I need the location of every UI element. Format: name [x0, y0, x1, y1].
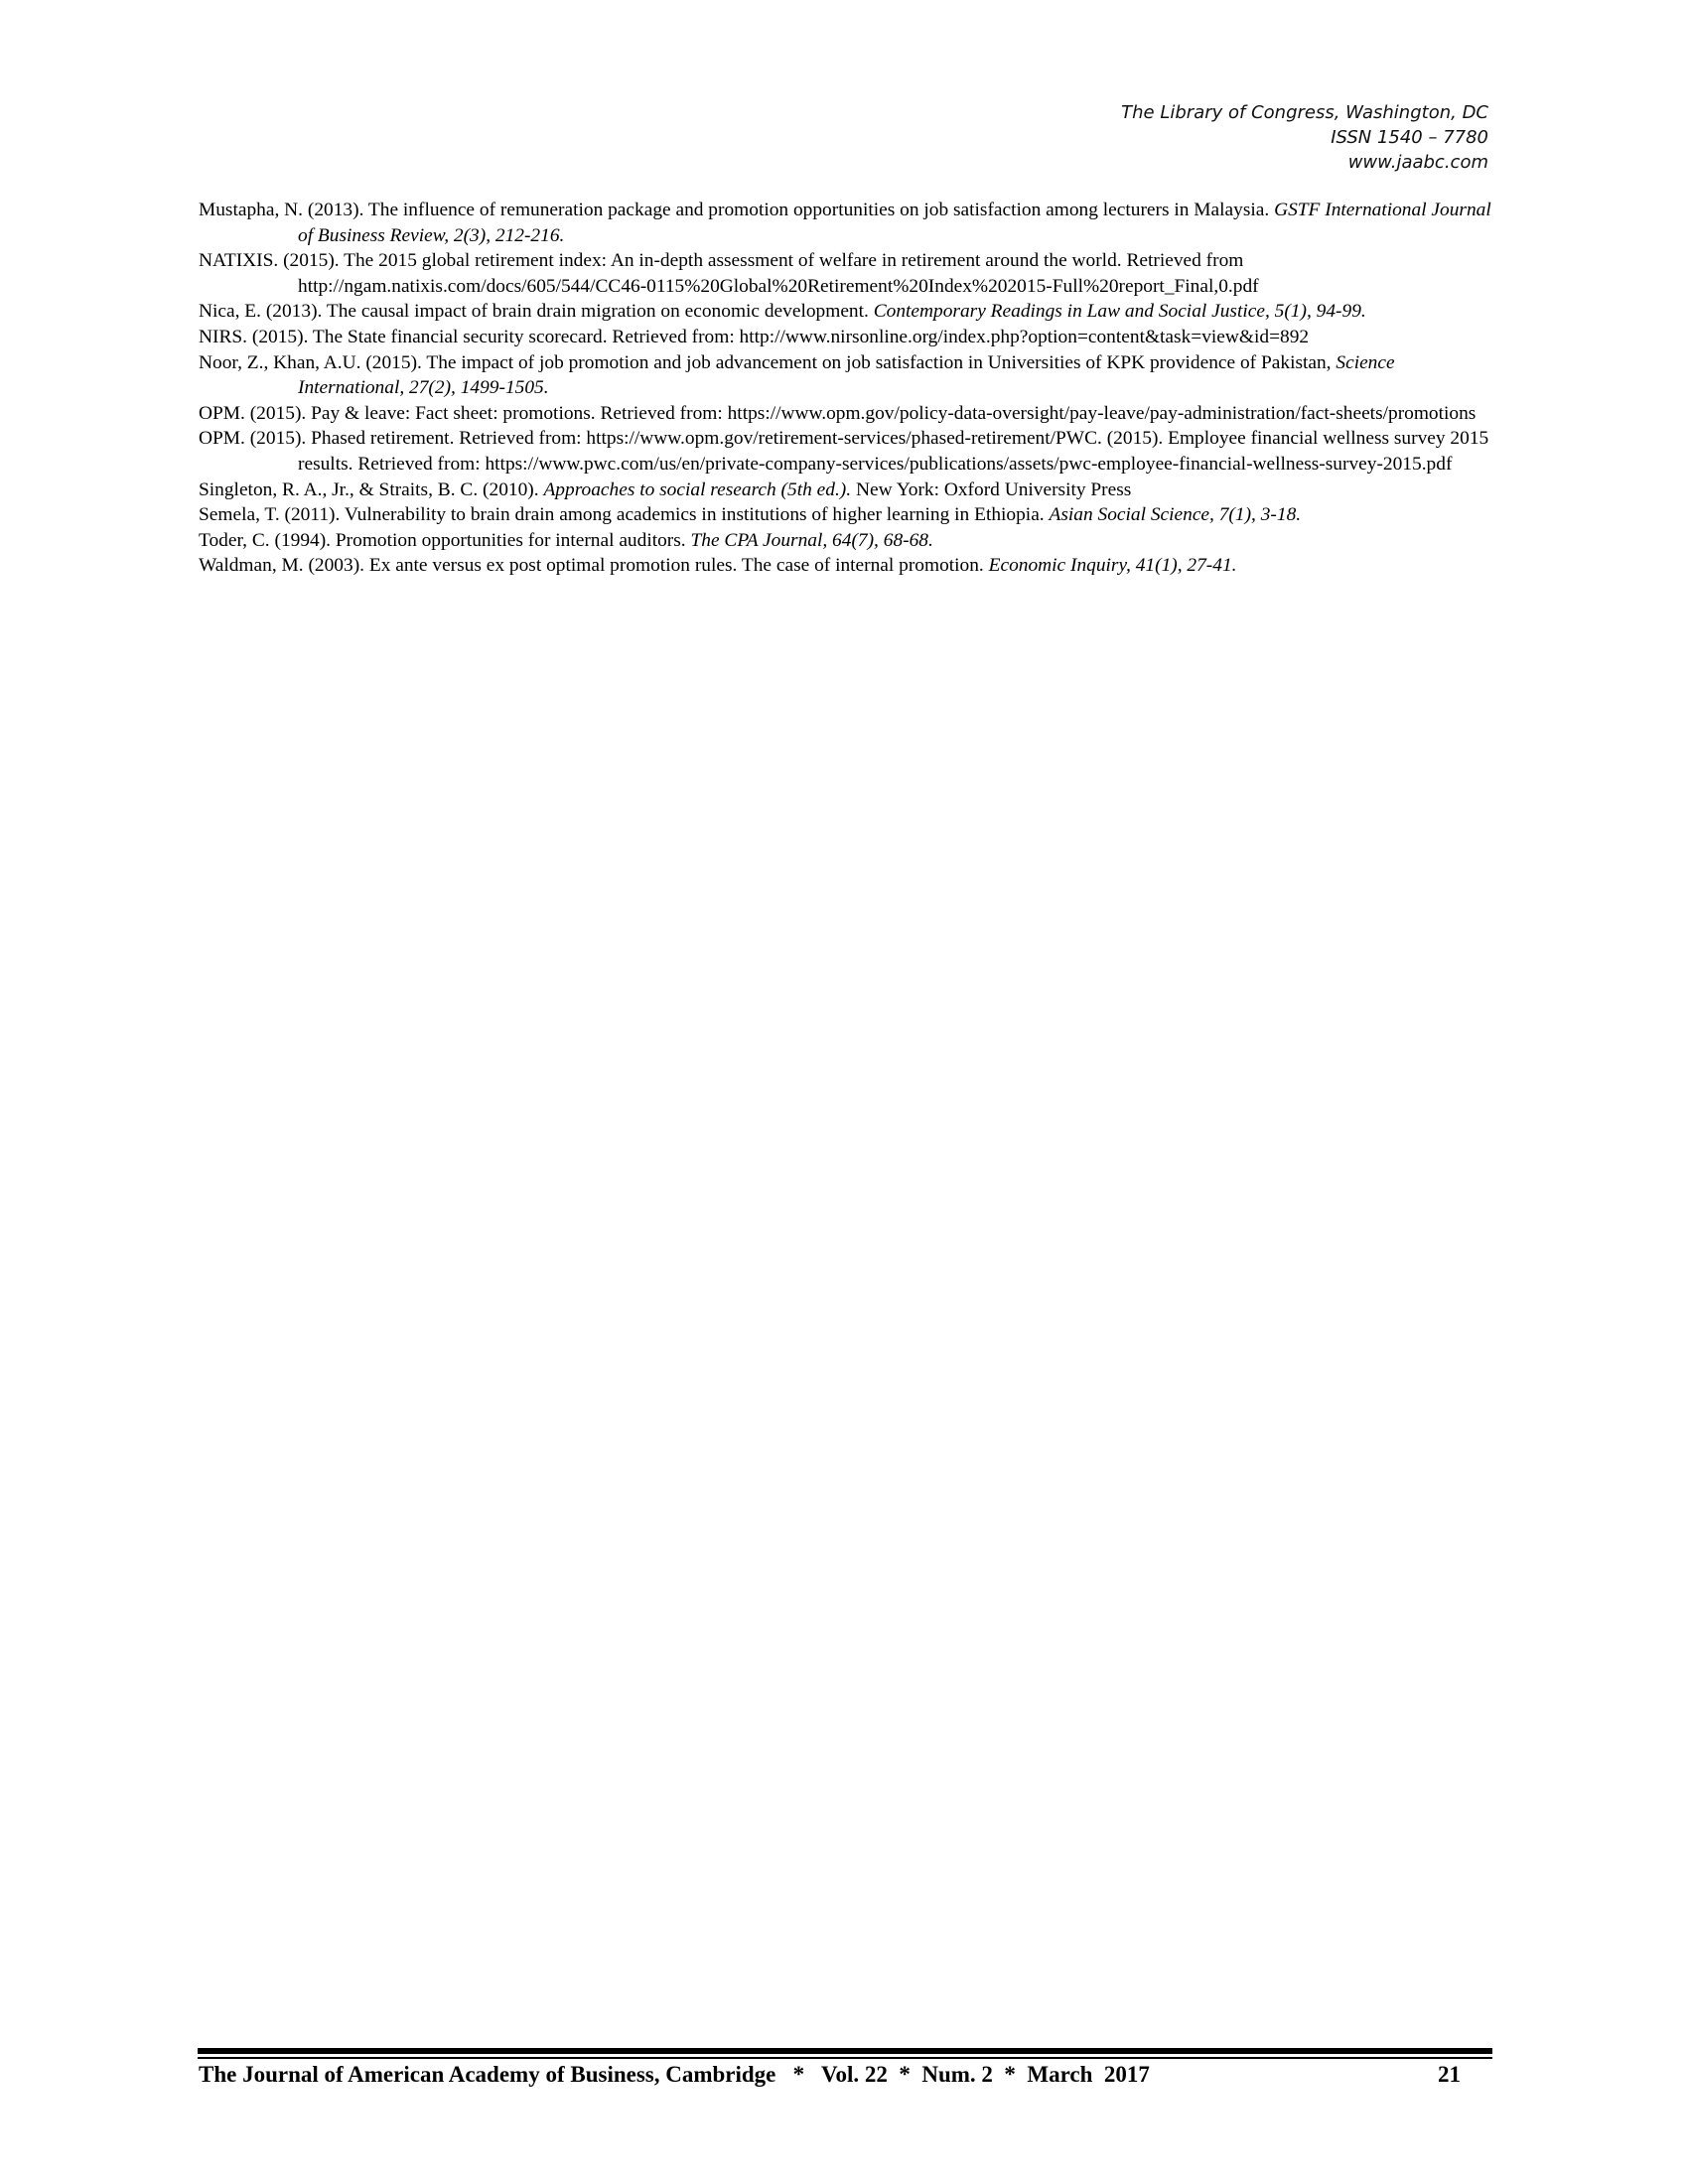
reference-text: OPM. (2015). Phased retirement. Retrieved from: https://www.opm.gov/retirement-services/phased-retirement/PWC. (2015). Employee financial wellness survey 2015 results. Retrieved from: https://www.pwc.com/us/en/private-company-services/publications/assets/pwc-employee-financial-wellness-survey-2015.pdf	[199, 428, 1489, 475]
reference-text: Noor, Z., Khan, A.U. (2015). The impact of job promotion and job advancement on job satisfaction in Universities of KPK providence of Pakistan,	[199, 351, 1336, 373]
reference-text: Toder, C. (1994). Promotion opportunities for internal auditors.	[199, 529, 691, 551]
reference-list	[199, 198, 1491, 579]
running-header	[1121, 100, 1488, 175]
reference-text: Semela, T. (2011). Vulnerability to brain drain among academics in institutions of higher learning in Ethiopia.	[199, 504, 1050, 526]
page-number: 21	[1438, 2062, 1461, 2087]
reference-entry	[199, 325, 1491, 350]
reference-text: NATIXIS. (2015). The 2015 global retirement index: An in-depth assessment of welfare in retirement around the world. Retrieved from http://ngam.natixis.com/docs/605/544/CC46-0115%20Global%20Retirement%20Index%202015-Full%20report_Final,0.pdf	[199, 250, 1259, 297]
reference-text: Mustapha, N. (2013). The influence of remuneration package and promotion opportunities on job satisfaction among lecturers in Malaysia.	[199, 200, 1275, 220]
reference-source: Economic Inquiry, 41(1), 27-41.	[988, 555, 1237, 577]
footer-journal-info: The Journal of American Academy of Business, Cambridge * Vol. 22 * Num. 2 * March 2017	[199, 2062, 1150, 2087]
reference-text: Nica, E. (2013). The causal impact of brain drain migration on economic development.	[199, 301, 874, 323]
reference-source: Asian Social Science, 7(1), 3-18.	[1049, 504, 1302, 526]
reference-source: Approaches to social research (5th ed.).	[543, 478, 852, 500]
reference-source: GSTF International Journal of Business Review, 2(3), 212-216.	[298, 200, 1491, 246]
reference-source: The CPA Journal, 64(7), 68-68.	[690, 529, 933, 551]
reference-entry	[199, 528, 1491, 554]
reference-entry	[199, 248, 1491, 299]
reference-entry	[199, 553, 1491, 579]
reference-text: Waldman, M. (2003). Ex ante versus ex post optimal promotion rules. The case of internal promotion.	[199, 555, 989, 577]
reference-entry	[199, 198, 1491, 248]
footer-rule-thin	[198, 2057, 1492, 2059]
reference-entry	[199, 502, 1491, 528]
reference-source: Contemporary Readings in Law and Social Justice, 5(1), 94-99.	[873, 301, 1366, 323]
header-website: www.jaabc.com	[1347, 152, 1488, 173]
reference-entry	[199, 299, 1491, 325]
footer-rule-thick	[198, 2048, 1492, 2054]
reference-text: NIRS. (2015). The State financial security scorecard. Retrieved from: http://www.nirsonline.org/index.php?option=content&task=view&id=892	[199, 326, 1310, 347]
header-issn: ISSN 1540 – 7780	[1331, 127, 1488, 148]
reference-entry	[199, 350, 1491, 401]
reference-source: Science International, 27(2), 1499-1505.	[298, 351, 1395, 399]
reference-entry	[199, 478, 1491, 503]
reference-entry	[199, 426, 1491, 477]
reference-text: Singleton, R. A., Jr., & Straits, B. C. (2010).	[199, 478, 544, 500]
header-library: The Library of Congress, Washington, DC	[1121, 102, 1488, 123]
reference-text: OPM. (2015). Pay & leave: Fact sheet: promotions. Retrieved from: https://www.opm.gov/policy-data-oversight/pay-leave/pay-administration/fact-sheets/promotions	[199, 402, 1477, 424]
reference-text-after: New York: Oxford University Press	[851, 478, 1132, 500]
reference-entry	[199, 401, 1491, 427]
